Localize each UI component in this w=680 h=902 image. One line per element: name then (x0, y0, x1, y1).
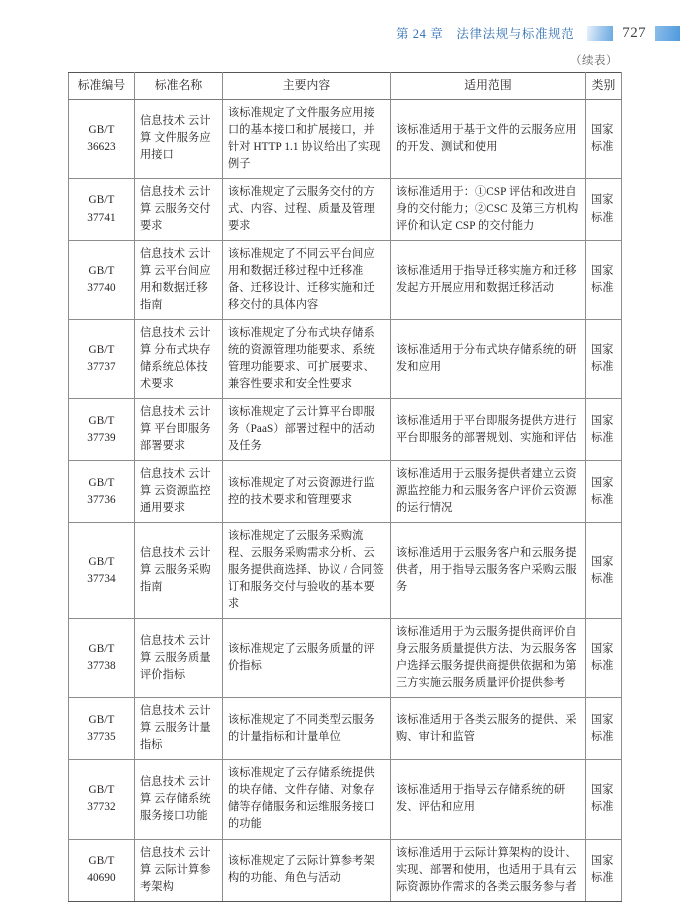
table-row (69, 241, 622, 320)
cell-standard-name: 信息技术 云计算 文件服务应用接口 (135, 99, 223, 178)
cell-standard-name: 信息技术 云计算 云际计算参考架构 (135, 839, 223, 901)
cell-scope: 该标准适用于各类云服务的提供、采购、审计和监管 (391, 698, 586, 760)
cell-category: 国家标准 (586, 99, 622, 178)
column-header-code: 标准编号 (69, 73, 135, 100)
table-row (69, 178, 622, 240)
cell-category: 国家标准 (586, 619, 622, 698)
cell-main-content: 该标准规定了分布式块存储系统的资源管理功能要求、系统管理功能要求、可扩展要求、兼容性要求和安全性要求 (223, 320, 391, 399)
cell-category: 国家标准 (586, 399, 622, 461)
table-row (69, 461, 622, 523)
cell-scope: 该标准适用于分布式块存储系统的研发和应用 (391, 320, 586, 399)
cell-scope: 该标准适用于平台即服务提供方进行平台即服务的部署规划、实施和评估 (391, 399, 586, 461)
cell-standard-name: 信息技术 云计算 云服务交付要求 (135, 178, 223, 240)
table-row (69, 320, 622, 399)
cell-main-content: 该标准规定了对云资源进行监控的技术要求和管理要求 (223, 461, 391, 523)
cell-main-content: 该标准规定了不同云平台间应用和数据迁移过程中迁移准备、迁移设计、迁移实施和迁移交付的具体内容 (223, 241, 391, 320)
cell-standard-code: GB/T 37741 (69, 178, 135, 240)
cell-standard-code: GB/T 37740 (69, 241, 135, 320)
cell-category: 国家标准 (586, 241, 622, 320)
cell-standard-name: 信息技术 云计算 云资源监控通用要求 (135, 461, 223, 523)
cell-category: 国家标准 (586, 461, 622, 523)
table-body (69, 99, 622, 901)
cell-standard-code: GB/T 37738 (69, 619, 135, 698)
standards-table-container (68, 72, 621, 902)
cell-main-content: 该标准规定了云服务采购流程、云服务采购需求分析、云服务提供商选择、协议 / 合同签订和服务交付与验收的基本要求 (223, 523, 391, 619)
cell-scope: 该标准适用于云服务提供者建立云资源监控能力和云服务客户评价云资源的运行情况 (391, 461, 586, 523)
cell-standard-name: 信息技术 云计算 云服务采购指南 (135, 523, 223, 619)
cell-scope: 该标准适用于指导云存储系统的研发、评估和应用 (391, 760, 586, 839)
cell-category: 国家标准 (586, 698, 622, 760)
cell-standard-code: GB/T 40690 (69, 839, 135, 901)
page-number: 727 (622, 24, 646, 41)
table-row (69, 523, 622, 619)
table-header-row-group (69, 73, 622, 100)
cell-main-content: 该标准规定了云存储系统提供的块存储、文件存储、对象存储等存储服务和运维服务接口的功能 (223, 760, 391, 839)
cell-standard-code: GB/T 37734 (69, 523, 135, 619)
cell-scope: 该标准适用于云际计算架构的设计、实现、部署和使用，也适用于具有云际资源协作需求的各类云服务参与者 (391, 839, 586, 901)
cell-standard-name: 信息技术 云计算 云服务质量评价指标 (135, 619, 223, 698)
cell-scope: 该标准适用于基于文件的云服务应用的开发、测试和使用 (391, 99, 586, 178)
cell-standard-name: 信息技术 云计算 平台即服务部署要求 (135, 399, 223, 461)
cell-standard-code: GB/T 37736 (69, 461, 135, 523)
cell-standard-name: 信息技术 云计算 分布式块存储系统总体技术要求 (135, 320, 223, 399)
table-row (69, 698, 622, 760)
cell-main-content: 该标准规定了云际计算参考架构的功能、角色与活动 (223, 839, 391, 901)
column-header-main-content: 主要内容 (223, 73, 391, 100)
cell-standard-code: GB/T 37737 (69, 320, 135, 399)
cell-category: 国家标准 (586, 320, 622, 399)
cell-category: 国家标准 (586, 523, 622, 619)
cell-scope: 该标准适用于为云服务提供商评价自身云服务质量提供方法、为云服务客户选择云服务提供商提供依据和为第三方实施云服务质量评价提供参考 (391, 619, 586, 698)
column-header-name: 标准名称 (135, 73, 223, 100)
table-row (69, 839, 622, 901)
chapter-title: 第 24 章 法律法规与标准规范 (395, 27, 575, 41)
cell-standard-code: GB/T 37732 (69, 760, 135, 839)
cell-category: 国家标准 (586, 839, 622, 901)
cell-scope: 该标准适用于：①CSP 评估和改进自身的交付能力；②CSC 及第三方机构评价和认定 CSP 的交付能力 (391, 178, 586, 240)
table-continued-caption: （续表） (570, 55, 618, 67)
cell-main-content: 该标准规定了不同类型云服务的计量指标和计量单位 (223, 698, 391, 760)
table-row (69, 99, 622, 178)
cell-standard-name: 信息技术 云计算 云存储系统服务接口功能 (135, 760, 223, 839)
cell-main-content: 该标准规定了云计算平台即服务（PaaS）部署过程中的活动及任务 (223, 399, 391, 461)
header-accent-block-right (655, 26, 680, 41)
standards-table (68, 72, 622, 902)
cell-standard-code: GB/T 37739 (69, 399, 135, 461)
cell-standard-code: GB/T 36623 (69, 99, 135, 178)
cell-category: 国家标准 (586, 178, 622, 240)
cell-main-content: 该标准规定了云服务质量的评价指标 (223, 619, 391, 698)
table-row (69, 399, 622, 461)
column-header-scope: 适用范围 (391, 73, 586, 100)
column-header-category: 类别 (586, 73, 622, 100)
cell-standard-code: GB/T 37735 (69, 698, 135, 760)
cell-standard-name: 信息技术 云计算 云平台间应用和数据迁移指南 (135, 241, 223, 320)
cell-category: 国家标准 (586, 760, 622, 839)
table-row (69, 619, 622, 698)
cell-main-content: 该标准规定了云服务交付的方式、内容、过程、质量及管理要求 (223, 178, 391, 240)
page-running-header (0, 22, 680, 44)
table-row (69, 760, 622, 839)
cell-standard-name: 信息技术 云计算 云服务计量指标 (135, 698, 223, 760)
cell-scope: 该标准适用于指导迁移实施方和迁移发起方开展应用和数据迁移活动 (391, 241, 586, 320)
cell-main-content: 该标准规定了文件服务应用接口的基本接口和扩展接口，并针对 HTTP 1.1 协议给出了实现例子 (223, 99, 391, 178)
table-header-row (69, 73, 622, 100)
header-accent-block-left (587, 26, 613, 41)
cell-scope: 该标准适用于云服务客户和云服务提供者，用于指导云服务客户采购云服务 (391, 523, 586, 619)
